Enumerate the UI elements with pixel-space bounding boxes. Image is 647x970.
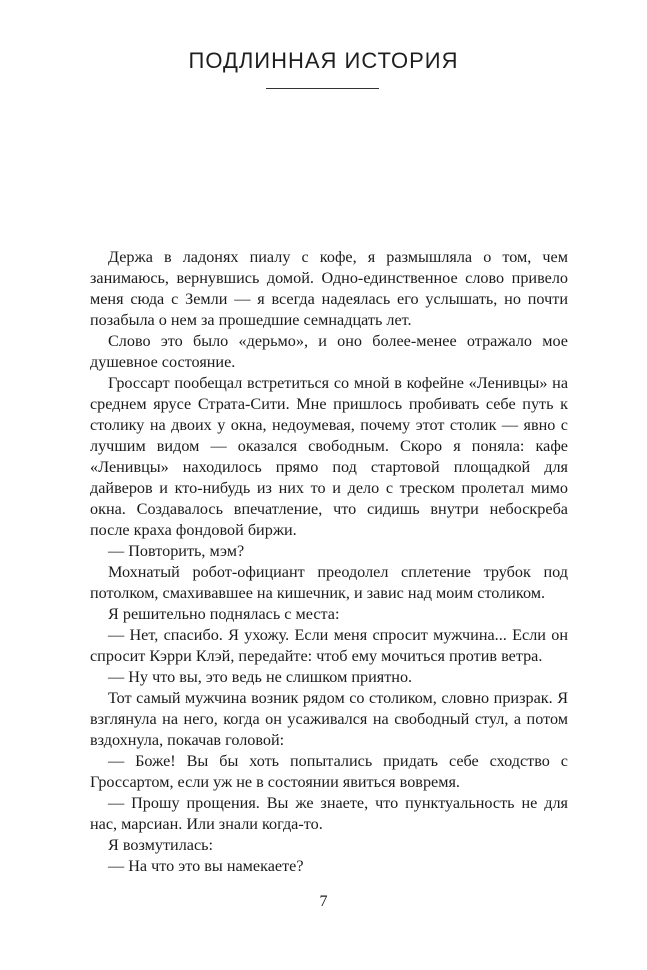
page-number: 7 bbox=[319, 893, 328, 910]
paragraph: — Прошу прощения. Вы же знаете, что пунктуальность не для нас, марсиан. Или знали когда-то. bbox=[90, 794, 568, 833]
paragraph: Гроссарт пообещал встретиться со мной в кофейне «Ленивцы» на среднем ярусе Страта-Сити. Мне пришлось пробивать себе путь к столику на двоих у окна, недоумевая, почему этот столик — явно с лучшим видом — оказался свободным. Скоро я поняла: кафе «Ленивцы» находилось прямо под стартовой площадкой для дайверов и кто-нибудь из них то и дело с треском пролетал мимо окна. Создавалось впечатление, что сидишь внутри небоскреба после краха фондовой биржи. bbox=[90, 374, 568, 539]
paragraph: Мохнатый робот-официант преодолел сплетение трубок под потолком, смахивавшее на кишечник, и завис над моим столиком. bbox=[90, 563, 568, 602]
paragraph: Я возмутилась: bbox=[108, 836, 214, 854]
paragraph: Я решительно поднялась с места: bbox=[108, 605, 340, 623]
body-text bbox=[90, 247, 568, 877]
paragraph: — Нет, спасибо. Я ухожу. Если меня спросит мужчина... Если он спросит Кэрри Клэй, передайте: чтоб ему мочиться против ветра. bbox=[90, 626, 568, 665]
paragraph: — Боже! Вы бы хоть попытались придать себе сходство с Гроссартом, если уж не в состоянии явиться вовремя. bbox=[90, 752, 568, 791]
chapter-title: ПОДЛИННАЯ ИСТОРИЯ bbox=[188, 48, 459, 73]
title-underline bbox=[266, 88, 379, 89]
paragraph: Держа в ладонях пиалу с кофе, я размышляла о том, чем занимаюсь, вернувшись домой. Одно-единственное слово привело меня сюда с Земли — я всегда надеялась его услышать, но почти позабыла о нем за прошедшие семнадцать лет. bbox=[90, 248, 568, 329]
paragraph: — Повторить, мэм? bbox=[108, 542, 245, 560]
paragraph: — Ну что вы, это ведь не слишком приятно. bbox=[108, 668, 413, 686]
paragraph: Тот самый мужчина возник рядом со столиком, словно призрак. Я взглянула на него, когда он усаживался на свободный стул, а потом вздохнула, покачав головой: bbox=[90, 689, 568, 749]
paragraph: — На что это вы намекаете? bbox=[108, 857, 304, 875]
paragraph: Слово это было «дерьмо», и оно более-менее отражало мое душевное состояние. bbox=[90, 332, 568, 371]
